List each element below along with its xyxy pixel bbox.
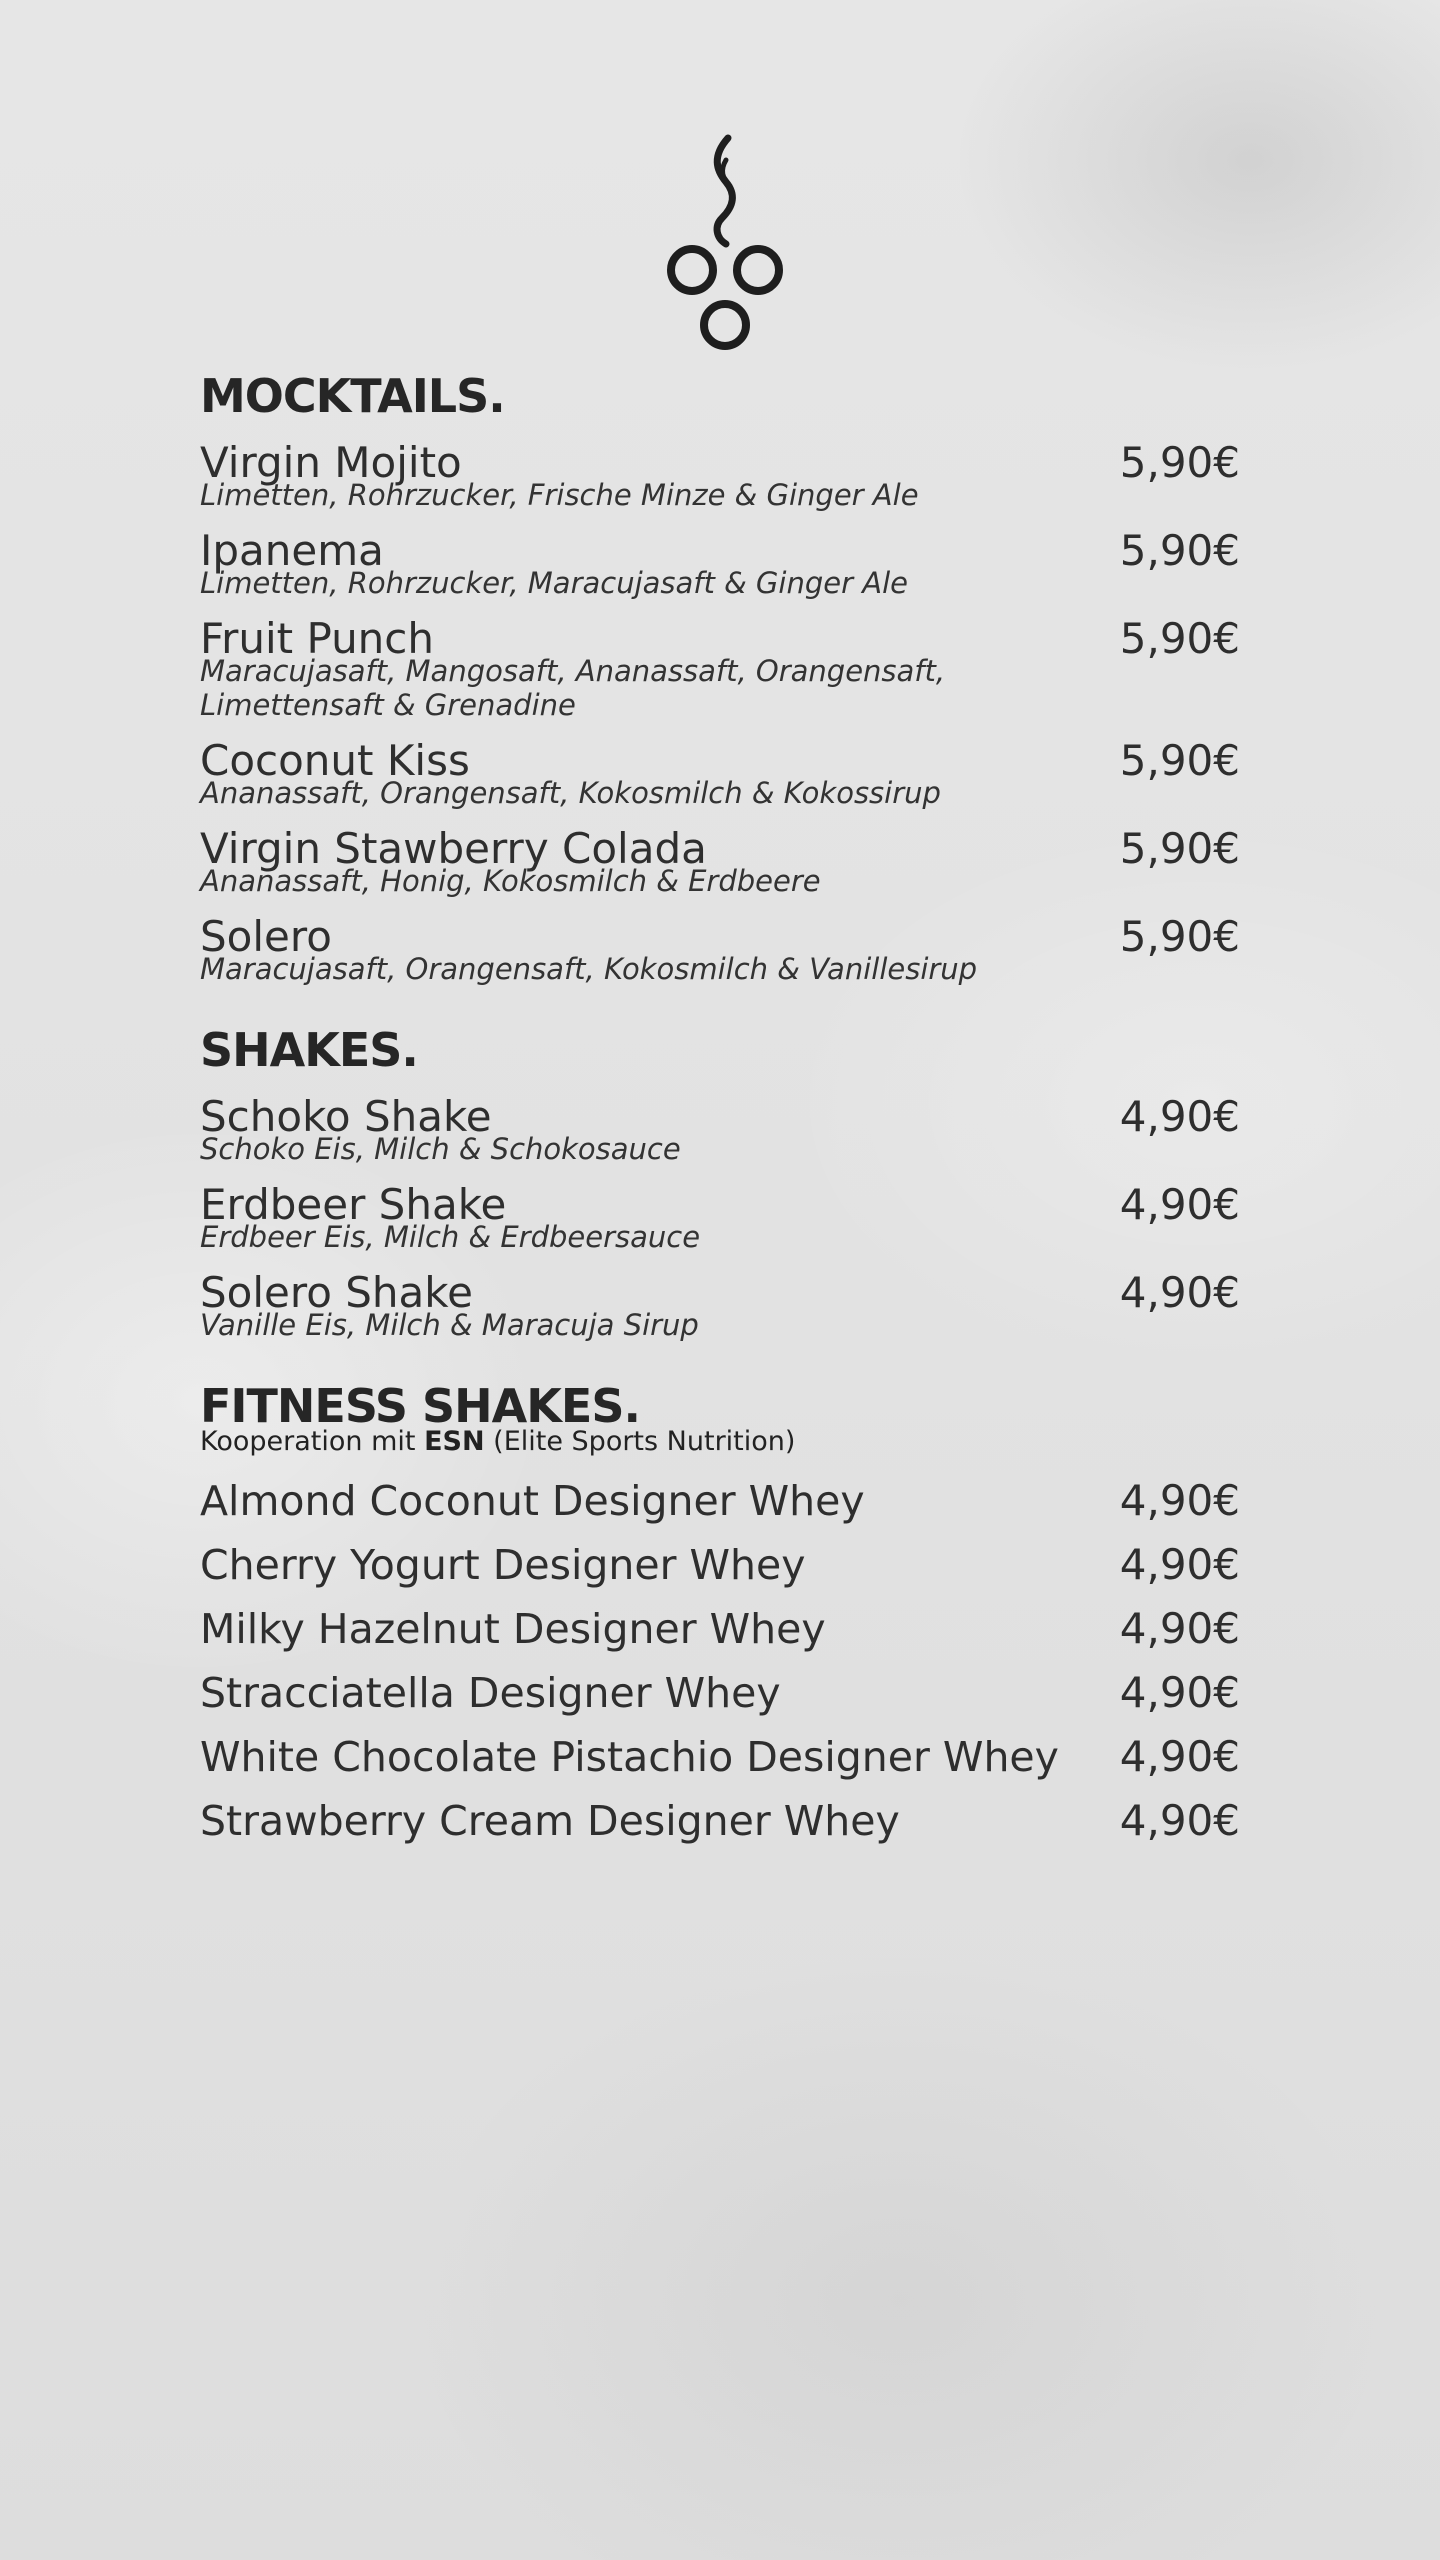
section-subtitle (200, 1426, 1240, 1458)
menu-item (200, 614, 1240, 722)
item-description: Erdbeer Eis, Milch & Erdbeersauce (200, 1220, 701, 1254)
item-description: Ananassaft, Orangensaft, Kokosmilch & Kokossirup (200, 776, 941, 810)
section-mocktails (200, 368, 1240, 986)
item-price: 5,90€ (1119, 824, 1240, 873)
subtitle-suffix: (Elite Sports Nutrition) (484, 1426, 796, 1457)
item-price: 5,90€ (1119, 438, 1240, 487)
item-name: Solero (200, 912, 332, 961)
item-price: 4,90€ (1119, 1732, 1240, 1781)
item-name: Strawberry Cream Designer Whey (200, 1797, 900, 1845)
item-name: Solero Shake (200, 1268, 473, 1317)
item-price: 4,90€ (1119, 1092, 1240, 1141)
item-name: Cherry Yogurt Designer Whey (200, 1541, 806, 1589)
item-price: 5,90€ (1119, 912, 1240, 961)
section-fitness-shakes (200, 1378, 1240, 1846)
item-price: 4,90€ (1119, 1604, 1240, 1653)
item-name: Ipanema (200, 526, 384, 575)
item-price: 4,90€ (1119, 1268, 1240, 1317)
section-title: FITNESS SHAKES. (200, 1379, 640, 1433)
item-name: White Chocolate Pistachio Designer Whey (200, 1733, 1059, 1781)
item-description: Maracujasaft, Mangosaft, Ananassaft, Orangensaft, Limettensaft & Grenadine (200, 654, 946, 722)
item-name: Schoko Shake (200, 1092, 492, 1141)
item-price: 4,90€ (1119, 1180, 1240, 1229)
item-price: 4,90€ (1119, 1668, 1240, 1717)
section-title: SHAKES. (200, 1023, 418, 1077)
item-description: Schoko Eis, Milch & Schokosauce (200, 1132, 681, 1166)
item-description: Ananassaft, Honig, Kokosmilch & Erdbeere (200, 864, 821, 898)
item-description: Maracujasaft, Orangensaft, Kokosmilch & Vanillesirup (200, 952, 978, 986)
subtitle-prefix: Kooperation mit (200, 1426, 425, 1457)
item-name: Fruit Punch (200, 614, 435, 663)
item-name: Virgin Mojito (200, 438, 462, 487)
menu-item (200, 1796, 1240, 1846)
menu-item (200, 438, 1240, 512)
menu-item (200, 912, 1240, 986)
menu-item (200, 526, 1240, 600)
item-description: Limetten, Rohrzucker, Maracujasaft & Ginger Ale (200, 566, 908, 600)
item-price: 5,90€ (1119, 614, 1240, 663)
item-name: Stracciatella Designer Whey (200, 1669, 781, 1717)
item-price: 4,90€ (1119, 1540, 1240, 1589)
menu-item (200, 1604, 1240, 1654)
item-name: Almond Coconut Designer Whey (200, 1477, 865, 1525)
item-name: Milky Hazelnut Designer Whey (200, 1605, 826, 1653)
menu-item (200, 1540, 1240, 1590)
menu-item (200, 1476, 1240, 1526)
section-title: MOCKTAILS. (200, 369, 505, 423)
item-price: 5,90€ (1119, 526, 1240, 575)
section-shakes (200, 1022, 1240, 1342)
menu-item (200, 1180, 1240, 1254)
item-price: 4,90€ (1119, 1476, 1240, 1525)
menu-item (200, 1092, 1240, 1166)
item-name: Erdbeer Shake (200, 1180, 507, 1229)
menu-item (200, 1668, 1240, 1718)
menu-content (200, 368, 1240, 1846)
grape-cluster-steam-logo-icon (660, 130, 790, 360)
item-name: Coconut Kiss (200, 736, 470, 785)
menu-item (200, 736, 1240, 810)
item-description: Limetten, Rohrzucker, Frische Minze & Ginger Ale (200, 478, 919, 512)
item-name: Virgin Stawberry Colada (200, 824, 707, 873)
item-price: 4,90€ (1119, 1796, 1240, 1845)
menu-item (200, 1268, 1240, 1342)
subtitle-brand: ESN (424, 1426, 485, 1457)
menu-item (200, 1732, 1240, 1782)
menu-item (200, 824, 1240, 898)
item-price: 5,90€ (1119, 736, 1240, 785)
fitness-item-list (200, 1476, 1240, 1846)
item-description: Vanille Eis, Milch & Maracuja Sirup (200, 1308, 699, 1342)
